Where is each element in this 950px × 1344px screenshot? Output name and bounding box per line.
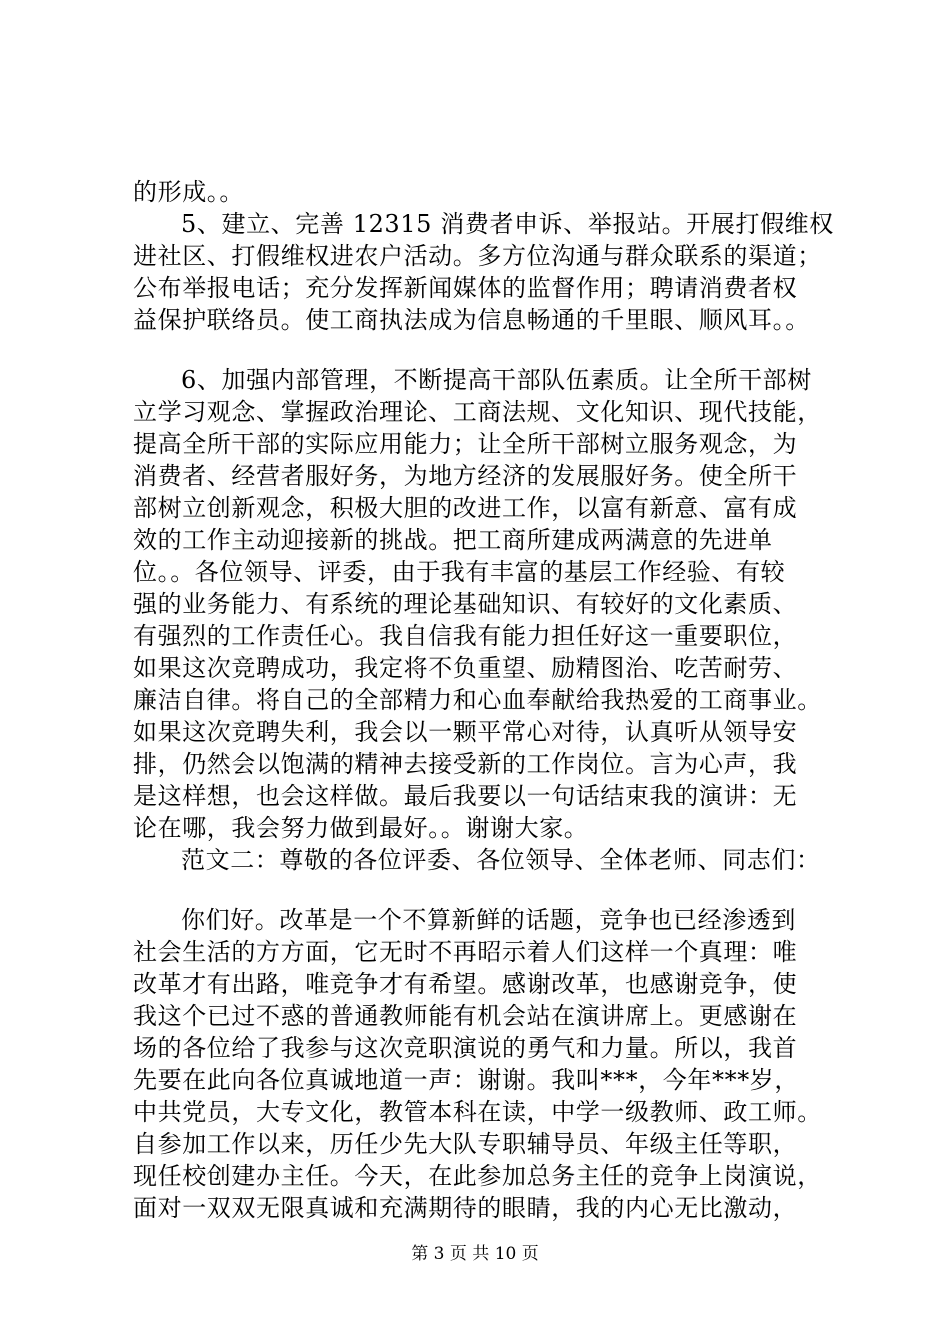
text-line: 先要在此向各位真诚地道一声：谢谢。我叫***，今年***岁， — [133, 1066, 799, 1094]
text-line: 现任校创建办主任。今天，在此参加总务主任的竞争上岗演说， — [133, 1162, 822, 1190]
text-line: 有强烈的工作责任心。我自信我有能力担任好这一重要职位， — [133, 622, 798, 650]
text-line: 强的业务能力、有系统的理论基础知识、有较好的文化素质、 — [133, 590, 798, 618]
paragraph-greeting-start: 你们好。改革是一个不算新鲜的话题，竞争也已经渗透到 — [181, 906, 796, 934]
text-line: 提高全所干部的实际应用能力；让全所干部树立服务观念，为 — [133, 430, 798, 458]
text-line: 进社区、打假维权进农户活动。多方位沟通与群众联系的渠道； — [133, 242, 822, 270]
text-line: 改革才有出路，唯竞争才有希望。感谢改革，也感谢竞争，使 — [133, 970, 798, 998]
text-line: 社会生活的方方面，它无时不再昭示着人们这样一个真理：唯 — [133, 938, 798, 966]
paragraph-6-start: 6、加强内部管理，不断提高干部队伍素质。让全所干部树 — [181, 366, 812, 394]
paragraph-5-start: 5、建立、完善 12315 消费者申诉、举报站。开展打假维权 — [181, 210, 834, 238]
text-line: 中共党员，大专文化，教管本科在读，中学一级教师、政工师。 — [133, 1098, 822, 1126]
text-line: 我这个已过不惑的普通教师能有机会站在演讲席上。更感谢在 — [133, 1002, 798, 1030]
text-line: 是这样想，也会这样做。最后我要以一句话结束我的演讲：无 — [133, 782, 798, 810]
text-line: 如果这次竞聘成功，我定将不负重望、励精图治、吃苦耐劳、 — [133, 654, 798, 682]
text-line: 面对一双双无限真诚和充满期待的眼睛，我的内心无比激动， — [133, 1194, 798, 1222]
text-line: 场的各位给了我参与这次竞职演说的勇气和力量。所以，我首 — [133, 1034, 798, 1062]
page-number: 第 3 页 共 10 页 — [411, 1244, 539, 1264]
text-line: 消费者、经营者服好务，为地方经济的发展服好务。使全所干 — [133, 462, 798, 490]
text-line: 如果这次竞聘失利，我会以一颗平常心对待，认真听从领导安 — [133, 718, 798, 746]
text-line: 效的工作主动迎接新的挑战。把工商所建成两满意的先进单 — [133, 526, 773, 554]
text-line: 位。。各位领导、评委，由于我有丰富的基层工作经验、有较 — [133, 558, 786, 586]
text-line: 论在哪，我会努力做到最好。。谢谢大家。 — [133, 814, 589, 842]
text-line: 立学习观念、掌握政治理论、工商法规、文化知识、现代技能， — [133, 398, 822, 426]
text-line: 廉洁自律。将自己的全部精力和心血奉献给我热爱的工商事业。 — [133, 686, 822, 714]
text-line: 自参加工作以来，历任少先大队专职辅导员、年级主任等职， — [133, 1130, 798, 1158]
text-line: 益保护联络员。使工商执法成为信息畅通的千里眼、顺风耳。。 — [133, 306, 810, 334]
text-line: 部树立创新观念，积极大胆的改进工作，以富有新意、富有成 — [133, 494, 798, 522]
text-line: 的形成。。 — [133, 178, 244, 206]
text-line: 公布举报电话；充分发挥新闻媒体的监督作用；聘请消费者权 — [133, 274, 798, 302]
sample-two-heading: 范文二：尊敬的各位评委、各位领导、全体老师、同志们： — [181, 846, 821, 874]
text-line: 排，仍然会以饱满的精神去接受新的工作岗位。言为心声，我 — [133, 750, 798, 778]
